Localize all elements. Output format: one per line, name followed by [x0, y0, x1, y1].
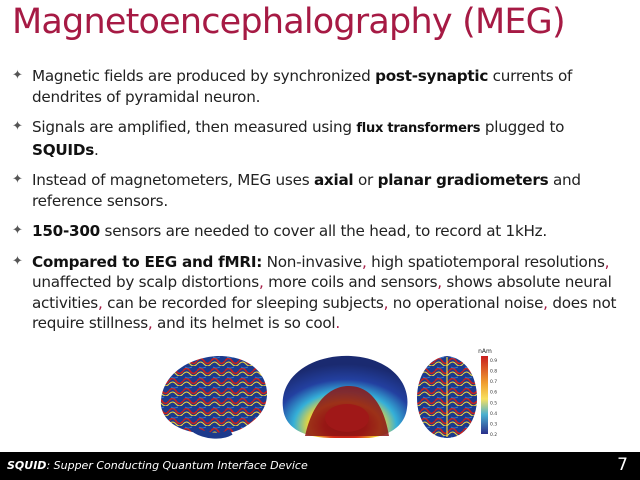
comparison-separator: ,	[147, 314, 153, 332]
footnote	[7, 459, 308, 472]
comparison-item: can be recorded for sleeping subjects	[102, 293, 384, 312]
bullet-emphasis: post-synaptic	[375, 67, 489, 85]
slide-title: Magnetoencephalography (MEG)	[12, 2, 565, 42]
comparison-item: unaffected by scalp distortions	[32, 273, 259, 291]
colorbar-tick-label: 0.2	[490, 433, 498, 438]
colorbar	[478, 348, 497, 438]
bullet-text: Magnetic fields are produced by synchronized	[32, 67, 376, 85]
comparison-item: more coils and sensors	[263, 273, 438, 291]
comparison-item: high spatiotemporal resolutions	[366, 252, 605, 271]
comparison-separator: ,	[258, 273, 264, 291]
lateral-brain-view	[161, 356, 267, 436]
bullet-text: .	[93, 140, 99, 159]
comparison-item: and its helmet is so cool	[152, 314, 336, 332]
comparison-item: does not require stillness	[32, 293, 617, 332]
comparison-item: shows absolute neural activities	[32, 273, 612, 312]
comparison-separator: ,	[604, 252, 610, 271]
colorbar-unit-label: nAm	[478, 348, 492, 355]
colorbar-tick-label: 0.8	[490, 369, 498, 375]
page-number: 7	[617, 455, 628, 475]
comparison-separator: ,	[383, 293, 389, 312]
four-point-star-icon: ✦	[12, 68, 23, 83]
colorbar-tick-label: 0.6	[490, 390, 498, 396]
bullet-item	[12, 117, 632, 160]
sagittal-brain-view	[283, 356, 408, 438]
meg-brain-figure	[155, 346, 498, 442]
four-point-star-icon: ✦	[12, 223, 23, 238]
four-point-star-icon: ✦	[12, 253, 23, 269]
comparison-separator: ,	[362, 252, 367, 271]
comparison-separator: ,	[437, 273, 442, 291]
comparison-item: Non-invasive	[262, 252, 363, 271]
comparison-separator: ,	[543, 293, 548, 312]
comparison-item: no operational noise	[388, 293, 544, 312]
bullet-text: and reference sensors.	[32, 171, 581, 210]
bullet-emphasis: flux transformers	[356, 121, 481, 136]
footnote-abbreviation: SQUID	[7, 459, 47, 472]
bullet-list	[12, 66, 632, 344]
comparison-end: .	[335, 314, 340, 332]
bullet-text: Instead of magnetometers, MEG uses	[32, 171, 314, 189]
bullet-emphasis: Compared to EEG and fMRI:	[32, 252, 263, 271]
bullet-item	[12, 252, 632, 334]
bullet-text: sensors are needed to cover all the head, to record at 1kHz.	[99, 222, 547, 240]
four-point-star-icon: ✦	[12, 119, 23, 134]
bullet-text: plugged to	[480, 118, 565, 136]
top-brain-view	[417, 356, 477, 438]
bullet-item	[12, 170, 632, 211]
bullet-text: or	[353, 171, 378, 189]
four-point-star-icon: ✦	[12, 172, 23, 187]
bullet-emphasis: planar gradiometers	[377, 171, 549, 189]
footnote-definition: : Supper Conducting Quantum Interface Device	[46, 459, 308, 472]
comparison-separator: ,	[97, 293, 103, 312]
bullet-text: Signals are amplified, then measured using	[32, 118, 357, 136]
bullet-emphasis: axial	[313, 171, 354, 189]
bullet-item	[12, 66, 632, 107]
bullet-text: currents of dendrites of pyramidal neuron.	[32, 67, 573, 106]
colorbar-tick-label: 0.9	[490, 359, 498, 364]
colorbar-tick-label: 0.3	[490, 422, 498, 428]
bullet-emphasis: 150-300	[32, 222, 100, 240]
colorbar-tick-label: 0.5	[490, 401, 498, 407]
colorbar-tick-label: 0.7	[490, 380, 498, 386]
bullet-emphasis: SQUIDs	[32, 140, 94, 159]
bullet-item	[12, 221, 632, 242]
footer-bar	[0, 452, 640, 480]
colorbar-tick-label: 0.4	[490, 411, 498, 417]
